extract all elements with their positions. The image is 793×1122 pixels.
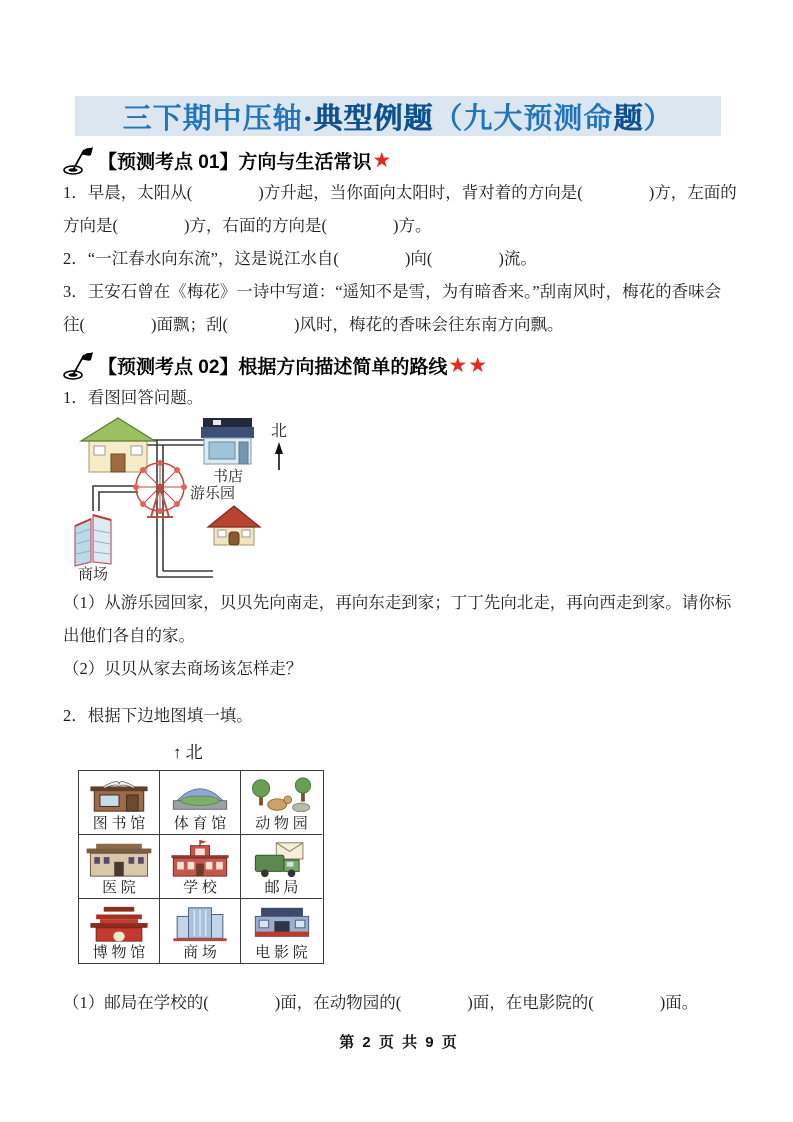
title-segment-bold: 题	[613, 102, 644, 135]
question-line: （1）从游乐园回家，贝贝先向南走，再向东走到家；丁丁先向北走，再向西走到家。请你标	[63, 593, 732, 612]
title-segment: （九大预测命	[433, 102, 614, 135]
mall-label: 商场	[78, 567, 109, 583]
mall-icon	[75, 515, 111, 566]
title-segment-bold: ·典型例题	[302, 102, 434, 135]
section-heading-label: 【预测考点 01】方向与生活常识	[98, 151, 372, 173]
section-heading-02	[63, 349, 735, 381]
bookstore-icon	[201, 418, 254, 464]
difficulty-stars: ★★	[448, 353, 489, 377]
grid-cell-label: 体 育 馆	[173, 816, 227, 832]
subquestion-block	[63, 586, 735, 685]
question-line: 2．“一江春水向东流”，这是说江水自( )向( )流。	[63, 249, 537, 268]
grid-cell	[160, 835, 241, 899]
library-icon	[82, 775, 156, 815]
question-line: 往( )面飘；刮( )风时，梅花的香味会往东南方向飘。	[63, 315, 564, 334]
title-segment: ）	[643, 102, 674, 135]
zoo-icon	[245, 775, 319, 815]
shopping-mall-icon	[163, 904, 237, 944]
school-icon	[163, 839, 237, 879]
grid-cell-label: 图 书 馆	[92, 816, 146, 832]
question-line: 出他们各自的家。	[63, 626, 195, 645]
page-number-footer: 第 2 页 共 9 页	[339, 1034, 459, 1051]
grid-cell	[79, 771, 160, 835]
north-label: 北	[271, 423, 288, 440]
grid-cell	[79, 899, 160, 963]
question-line: 3．王安石曾在《梅花》一诗中写道：“遥知不是雪，为有暗香来。”刮南风时，梅花的香味会	[63, 282, 722, 301]
grid-cell	[160, 899, 241, 963]
red-house-icon	[208, 506, 260, 545]
question-line: （2）贝贝从家去商场该怎样走？	[63, 659, 303, 678]
grid-cell-label: 商 场	[183, 945, 217, 961]
question-line: 2．根据下边地图填一填。	[63, 706, 253, 725]
grid-cell	[79, 835, 160, 899]
park-label: 游乐园	[190, 486, 236, 502]
question-block-01	[63, 176, 735, 341]
north-arrow	[275, 442, 283, 470]
grid-cell-label: 邮 局	[264, 880, 299, 896]
question-line: 1．看图回答问题。	[63, 388, 204, 407]
post-office-icon	[245, 839, 319, 879]
grid-cell	[241, 835, 322, 899]
museum-icon	[82, 904, 156, 944]
flag-target-icon	[63, 350, 93, 380]
page-title	[75, 96, 721, 136]
grid-cell	[160, 771, 241, 835]
stadium-icon	[163, 775, 237, 815]
question-line: 1．早晨，太阳从( )方升起，当你面向太阳时，背对着的方向是( )方，左面的	[63, 183, 737, 202]
house-icon	[81, 418, 155, 472]
grid-cell-label: 动 物 园	[255, 816, 308, 832]
ferris-wheel-icon	[133, 460, 187, 517]
cinema-icon	[245, 904, 319, 944]
grid-map-figure	[78, 770, 324, 964]
question-line: 方向是( )方，右面的方向是( )方。	[63, 216, 432, 235]
section-heading-01	[63, 144, 735, 176]
grid-cell-label: 学 校	[183, 880, 217, 896]
north-indicator: ↑ 北	[173, 743, 203, 762]
question-line: （1）邮局在学校的( )面，在动物园的( )面，在电影院的( )面。	[63, 993, 699, 1012]
hospital-icon	[82, 839, 156, 879]
bookstore-label: 书店	[213, 469, 244, 485]
flag-target-icon	[63, 145, 93, 175]
grid-cell-label: 博 物 馆	[92, 945, 146, 961]
grid-cell-label: 医 院	[102, 880, 136, 896]
difficulty-stars: ★	[372, 148, 393, 172]
section-heading-label: 【预测考点 02】根据方向描述简单的路线	[98, 356, 448, 378]
grid-cell-label: 电 影 院	[255, 945, 308, 961]
title-segment: 三下期中压轴	[122, 102, 303, 135]
grid-cell	[241, 771, 322, 835]
route-map-figure	[63, 414, 363, 586]
grid-cell	[241, 899, 322, 963]
